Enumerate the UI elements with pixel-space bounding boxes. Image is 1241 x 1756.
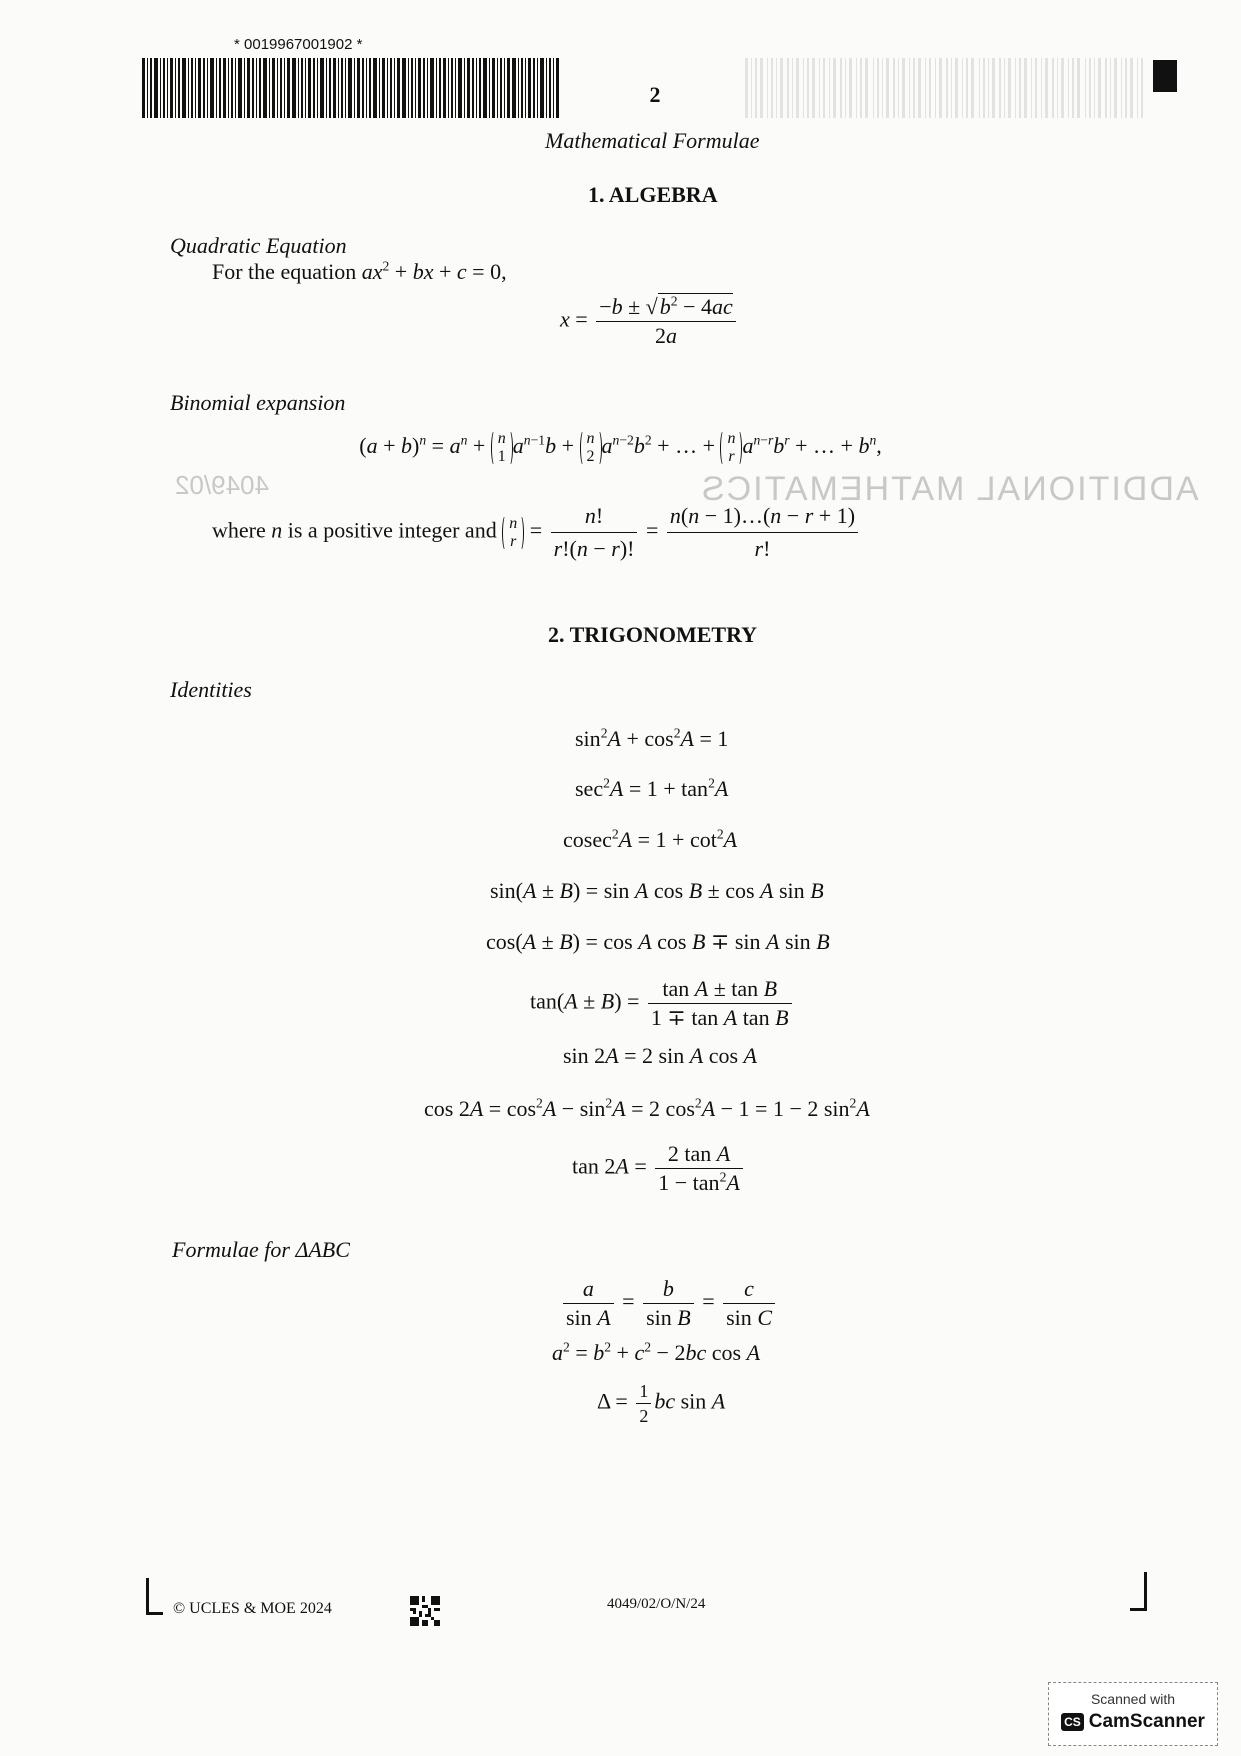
algebra-heading: 1. ALGEBRA: [588, 182, 718, 207]
identity-9: tan 2A = $\frac{\text{2 tan A}}{1 - \tan^2A}$: [572, 1143, 746, 1194]
triangle-title-text: Formulae for ΔABC: [172, 1237, 350, 1262]
corner-mark-right: [1130, 1572, 1147, 1611]
page-number: 2: [649, 82, 661, 107]
barcode: [142, 58, 560, 118]
quadratic-intro-text: For the equation: [212, 259, 357, 284]
page-title: Mathematical Formulae: [545, 128, 760, 153]
barcode-number: * 0019967001902 *: [234, 36, 363, 53]
area-formula: Δ = $\frac{1}{2}$ bc sin A: [597, 1381, 726, 1426]
binomial-formula: $(a + b)^n = a^n$ + n 1 $a^{n-1}b$ + n 2 $a^{n-2}b^2$ + … + n r $a^{n-r}b^r$ + … + $b^n$,: [359, 430, 882, 465]
binomial-title: Binomial expansion: [170, 390, 346, 415]
sine-rule: $\frac{a}{\text{sin A}}$ = $\frac{b}{\text{sin B}}$ = $\frac{c}{\text{sin C}}$: [560, 1278, 778, 1329]
cosine-rule: $a^2 = b^2 + c^2 - 2bc$ cos A: [552, 1339, 761, 1365]
quadratic-equation: $ax^2$ + bx + c = 0,: [361, 258, 507, 284]
identity-7: sin 2A = 2 sin A cos A: [563, 1043, 757, 1068]
bleed-through-text: 4049/02: [175, 470, 269, 500]
identity-4: sin(A ± B) = sin A cos B ± cos A sin B: [490, 878, 824, 903]
scanner-badge-line1: Scanned with: [1090, 1691, 1176, 1707]
identity-8: $\cos 2A = \cos^2A - \sin^2A = 2$ $\cos^2A - 1 = 1 - 2$ $\sin^2A$: [424, 1095, 870, 1121]
copyright: © UCLES & MOE 2024: [173, 1600, 332, 1617]
scanner-badge-brand: CamScanner: [1088, 1711, 1205, 1732]
triangle-title: [172, 1237, 350, 1263]
identity-3: $cosec^2A = 1 + \cot^2A$: [563, 826, 738, 852]
corner-mark-left: [146, 1578, 163, 1615]
trigonometry-heading: 2. TRIGONOMETRY: [548, 622, 758, 647]
qr-code: [410, 1596, 440, 1626]
identity-5: cos(A ± B) = cos A cos B ∓ sin A sin B: [486, 929, 830, 954]
scanner-badge-brand-row: [1049, 1711, 1217, 1733]
camscanner-icon: CS: [1061, 1713, 1084, 1731]
scanner-badge: [1048, 1682, 1218, 1746]
quadratic-title: Quadratic Equation: [170, 233, 347, 258]
identity-1: $\sin^2A + \cos^2A = 1$: [575, 725, 729, 751]
registration-mark: [1153, 60, 1177, 92]
paper-code: 4049/02/O/N/24: [607, 1596, 706, 1612]
identity-2: $\sec^2A = 1 + \tan^2A$: [575, 775, 729, 801]
binomial-where-text: where n is a positive integer and: [212, 517, 497, 543]
binomial-where: where n is a positive integer and n r = $\frac{n!}{r!(n - r)!}$ = $\frac{n(n - 1)\dots(n - r + 1)}{r!}$: [212, 503, 861, 562]
quadratic-intro: [212, 259, 507, 285]
binomial-coefficient-symbol: n r: [502, 515, 524, 551]
identity-6: tan(A ± B) = $\frac{\text{tan A ± tan B}}{\text{1 ∓ tan A tan B}}$: [530, 978, 795, 1029]
quadratic-solution: x = $\frac{-b \pm √b^2 - 4ac}{2a}$: [560, 296, 739, 347]
bleed-through-barcode: [745, 58, 1165, 118]
identities-title: Identities: [170, 677, 252, 702]
bleed-through-text: ADDITIONAL MATHEMATICS: [700, 470, 1199, 508]
